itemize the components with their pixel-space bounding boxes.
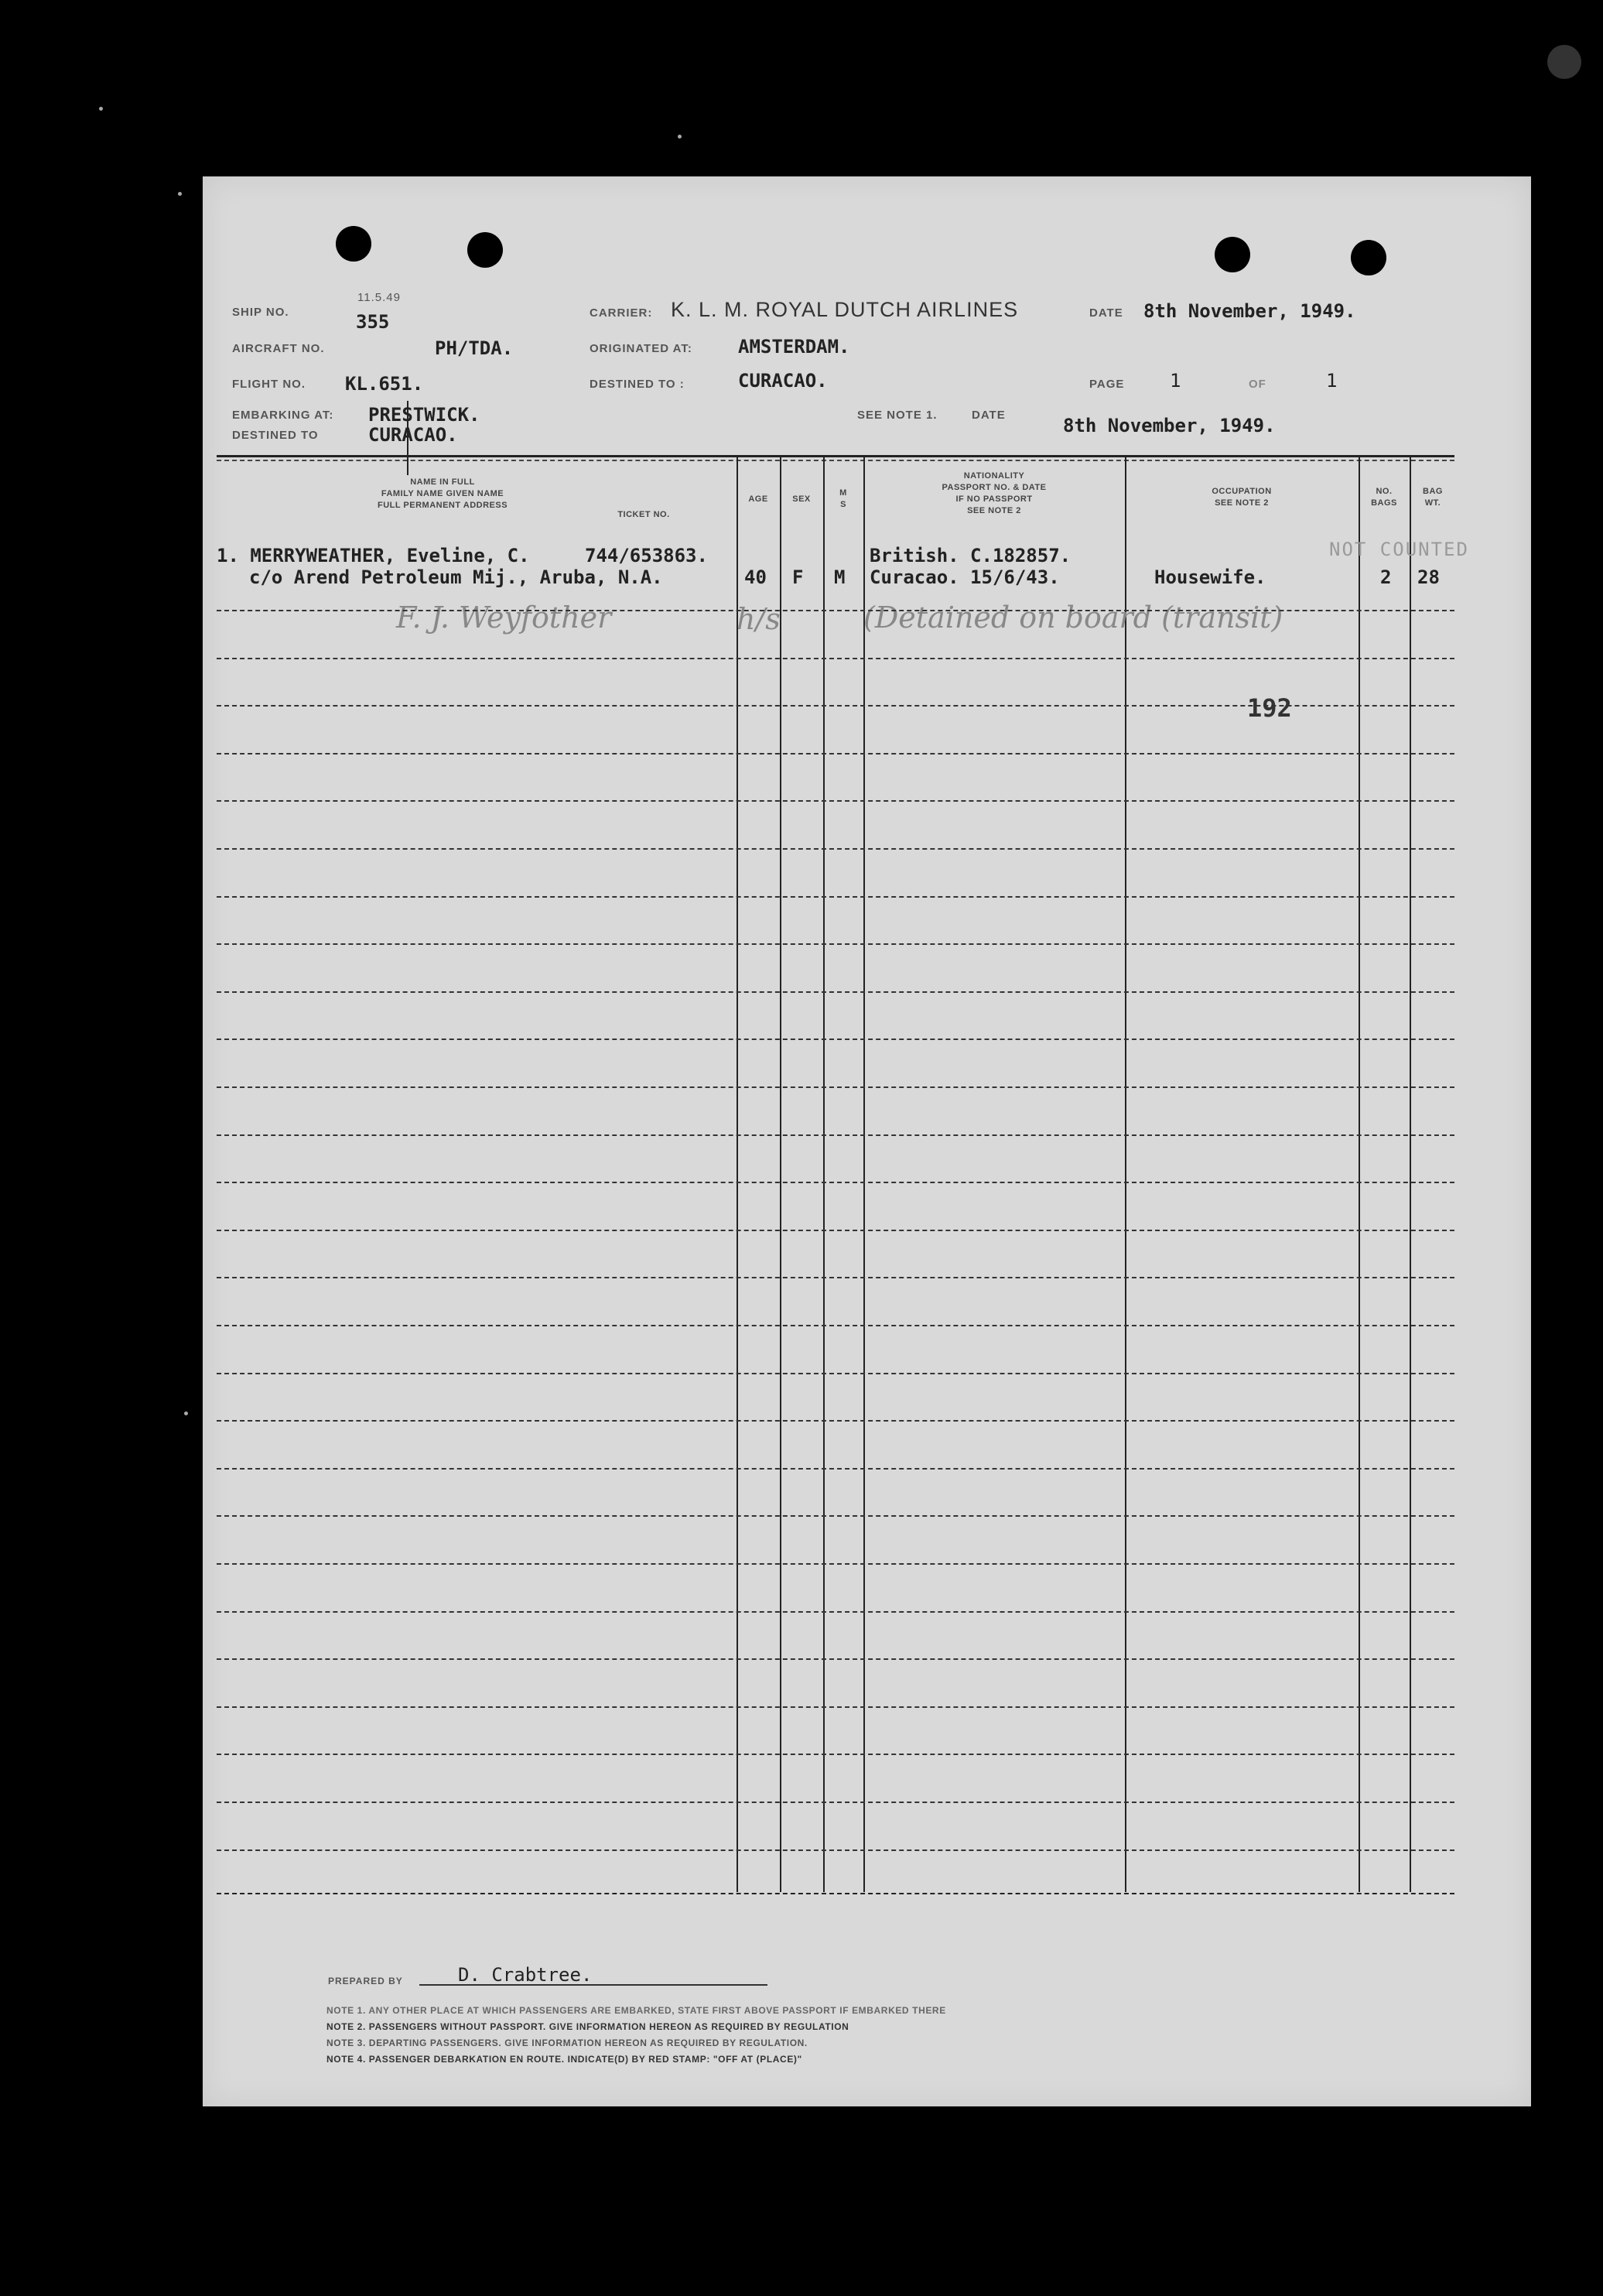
passenger-nationality: British. C.182857.: [870, 545, 1072, 566]
table-row-rule: [217, 705, 1454, 707]
table-row-rule: [217, 1658, 1454, 1660]
page-number: 192: [1247, 693, 1292, 723]
punch-hole: [1215, 237, 1250, 272]
column-header-nationality: NATIONALITY PASSPORT NO. & DATE IF NO PASSPORT SEE NOTE 2: [942, 471, 1047, 515]
prepared-by-label: PREPARED BY: [328, 1976, 403, 1986]
punch-hole: [1351, 240, 1386, 275]
handwritten-initials: h/s: [737, 602, 781, 636]
originated-label: ORIGINATED AT:: [590, 342, 692, 355]
table-row-rule: [217, 1325, 1454, 1326]
punch-hole: [336, 226, 371, 262]
not-counted-stamp: NOT COUNTED: [1329, 539, 1469, 560]
page-label: PAGE: [1089, 378, 1125, 391]
column-header-occupation: OCCUPATION SEE NOTE 2: [1212, 487, 1272, 508]
ship-no-value: 355: [356, 311, 390, 333]
ticket-number: 744/653863.: [585, 545, 708, 566]
film-speck: [1547, 45, 1581, 79]
date-label: DATE: [1089, 306, 1123, 320]
table-row-rule: [217, 610, 1454, 611]
table-row-rule: [217, 1563, 1454, 1565]
passenger-address: c/o Arend Petroleum Mij., Aruba, N.A.: [249, 566, 663, 588]
column-header-name: NAME IN FULL FAMILY NAME GIVEN NAME FULL PERMANENT ADDRESS: [377, 477, 508, 510]
table-row-rule: [217, 991, 1454, 993]
aircraft-value: PH/TDA.: [435, 337, 514, 359]
table-row-rule: [217, 1134, 1454, 1136]
of-label: OF: [1249, 378, 1266, 391]
table-row-rule: [217, 1182, 1454, 1183]
table-row-rule: [217, 1754, 1454, 1755]
footer-note-4: NOTE 4. PASSENGER DEBARKATION EN ROUTE. INDICATE(D) BY RED STAMP: "OFF AT (PLACE)": [326, 2054, 802, 2065]
table-row-rule: [217, 1515, 1454, 1517]
column-divider: [737, 457, 738, 1892]
aircraft-label: AIRCRAFT NO.: [232, 342, 325, 355]
page-value: 1: [1170, 370, 1181, 392]
ship-no-label: SHIP NO.: [232, 306, 289, 319]
embarking-value: PRESTWICK.: [368, 404, 480, 426]
table-row-rule: [217, 1039, 1454, 1040]
date2-value: 8th November, 1949.: [1063, 415, 1276, 436]
name-column-marker: [407, 401, 408, 475]
passenger-name: 1. MERRYWEATHER, Eveline, C.: [217, 545, 530, 566]
footer-note-3: NOTE 3. DEPARTING PASSENGERS. GIVE INFORMATION HEREON AS REQUIRED BY REGULATION.: [326, 2038, 808, 2048]
column-divider: [823, 457, 825, 1892]
column-header-ticket: TICKET NO.: [617, 510, 670, 519]
film-speck: [184, 1411, 188, 1415]
table-row-rule: [217, 1277, 1454, 1278]
destined-value: CURACAO.: [738, 370, 828, 392]
table-row-rule: [217, 1373, 1454, 1374]
table-row-rule: [217, 848, 1454, 850]
column-header-ms: M S: [839, 488, 847, 509]
column-divider: [1359, 457, 1360, 1892]
destined-label: DESTINED TO :: [590, 378, 685, 391]
column-divider: [1410, 457, 1411, 1892]
table-row-rule: [217, 1086, 1454, 1088]
ship-no-small: 11.5.49: [357, 291, 401, 304]
table-row-rule: [217, 1468, 1454, 1470]
table-row-rule: [217, 1611, 1454, 1613]
column-divider: [1125, 457, 1126, 1892]
see-note-label: SEE NOTE 1.: [857, 409, 938, 422]
table-top-border: [217, 455, 1454, 457]
passenger-marital-status: M: [834, 566, 846, 588]
column-header-weight: BAG WT.: [1423, 487, 1443, 508]
carrier-value: K. L. M. ROYAL DUTCH AIRLINES: [671, 298, 1019, 321]
prepared-by-value: D. Crabtree.: [458, 1964, 593, 1986]
passenger-occupation: Housewife.: [1154, 566, 1266, 588]
table-row-rule: [217, 1849, 1454, 1851]
passenger-bag-weight: 28: [1417, 566, 1440, 588]
flight-label: FLIGHT NO.: [232, 378, 306, 391]
column-divider: [780, 457, 781, 1892]
column-header-age: AGE: [748, 494, 768, 504]
footer-note-1: NOTE 1. ANY OTHER PLACE AT WHICH PASSENGERS ARE EMBARKED, STATE FIRST ABOVE PASSPORT IF EMBARKED THERE: [326, 2005, 946, 2016]
date-value: 8th November, 1949.: [1143, 300, 1356, 322]
film-speck: [178, 192, 182, 196]
table-bottom-border: [217, 1893, 1454, 1894]
manifest-sheet: [203, 176, 1531, 2106]
table-row-rule: [217, 896, 1454, 898]
film-speck: [99, 107, 103, 111]
column-header-sex: SEX: [792, 494, 811, 504]
table-row-rule: [217, 1420, 1454, 1422]
handwritten-signature: F. J. Weyfother: [396, 601, 612, 635]
header-bottom-border: [217, 460, 1454, 461]
table-row-rule: [217, 1802, 1454, 1803]
column-divider: [863, 457, 865, 1892]
handwritten-note: (Detained on board (transit): [863, 601, 1283, 635]
film-speck: [678, 135, 682, 139]
table-row-rule: [217, 658, 1454, 659]
passenger-sex: F: [792, 566, 804, 588]
carrier-label: CARRIER:: [590, 306, 653, 320]
table-row-rule: [217, 943, 1454, 945]
prepared-by-line: [419, 1984, 767, 1986]
embarking-label: EMBARKING AT:: [232, 409, 334, 422]
date2-label: DATE: [972, 409, 1006, 422]
table-row-rule: [217, 1230, 1454, 1231]
flight-value: KL.651.: [345, 373, 424, 395]
passenger-passport: Curacao. 15/6/43.: [870, 566, 1060, 588]
footer-note-2: NOTE 2. PASSENGERS WITHOUT PASSPORT. GIVE INFORMATION HEREON AS REQUIRED BY REGULATION: [326, 2021, 849, 2032]
originated-value: AMSTERDAM.: [738, 336, 850, 358]
table-row-rule: [217, 800, 1454, 802]
column-header-bags: NO. BAGS: [1371, 487, 1397, 508]
punch-hole: [467, 232, 503, 268]
table-row-rule: [217, 1706, 1454, 1708]
passenger-bags: 2: [1380, 566, 1392, 588]
destined2-value: CURACAO.: [368, 424, 458, 446]
of-value: 1: [1326, 370, 1338, 392]
destined2-label: DESTINED TO: [232, 429, 319, 442]
table-row-rule: [217, 753, 1454, 754]
passenger-age: 40: [744, 566, 767, 588]
